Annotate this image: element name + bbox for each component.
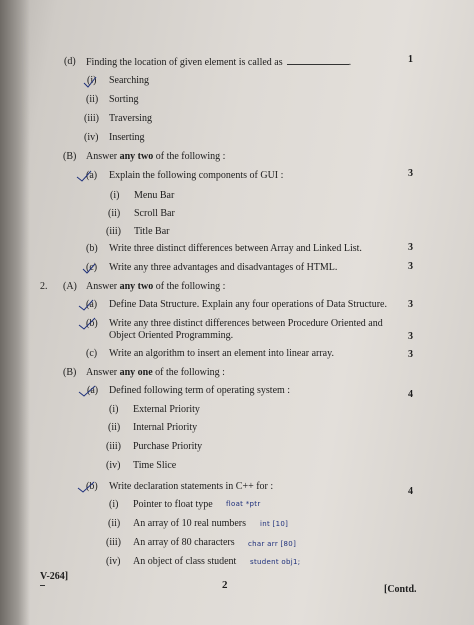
q2A-instruction <box>86 281 225 293</box>
q1d-label: (d) <box>64 56 76 67</box>
q2B-b-label: (b) <box>86 481 98 492</box>
check-mark-icon <box>76 169 92 183</box>
q2B-b-item-text: An array of 10 real numbers <box>133 518 247 529</box>
q2A-b-text-line2: Object Oriented Programming. <box>109 330 234 341</box>
q1B-b-label: (b) <box>86 243 98 254</box>
page-binding-shadow <box>0 0 30 625</box>
q1d-option-text: Searching <box>109 75 149 86</box>
q2B-b-item-num: (iii) <box>106 537 121 548</box>
instruction-bold: any two <box>119 281 154 292</box>
q1d-blank-end: . <box>348 57 352 68</box>
handwritten-answer: char arr [80] <box>248 540 297 548</box>
q2B-a-text: Defined following term of operating system : <box>109 385 291 396</box>
q2A-label: (A) <box>63 281 77 292</box>
q2A-c-marks: 3 <box>408 349 413 360</box>
q1B-c-label: (c) <box>86 262 98 273</box>
instruction-bold: any two <box>119 151 154 162</box>
footer-divider <box>40 585 45 586</box>
q2A-a-marks: 3 <box>408 299 413 310</box>
check-mark-icon <box>78 298 94 312</box>
handwritten-answer: student obj1; <box>250 558 301 566</box>
page-number: 2 <box>222 579 228 591</box>
check-mark-icon <box>78 384 99 398</box>
q2A-b-label: (b) <box>86 318 98 329</box>
check-mark-icon <box>77 480 95 494</box>
instruction-pre: Answer <box>86 281 120 292</box>
q1B-b-text: Write three distinct differences between Array and Linked List. <box>109 243 362 254</box>
q1d-option-num: (iii) <box>84 113 99 124</box>
q2B-b-item-num: (ii) <box>108 518 121 529</box>
q2B-a-item-text: Purchase Priority <box>133 441 203 452</box>
q1B-a-item-text: Menu Bar <box>134 190 175 201</box>
q1B-b-marks: 3 <box>408 242 413 253</box>
answer-blank <box>287 56 349 65</box>
instruction-post: of the following : <box>152 367 225 378</box>
q2B-a-item-num: (ii) <box>108 422 121 433</box>
handwritten-answer: float *ptr <box>226 500 261 508</box>
q2B-a-marks: 4 <box>408 389 413 400</box>
check-mark-icon <box>82 262 96 276</box>
handwritten-answer: int [10] <box>260 520 289 528</box>
q2A-a-text: Define Data Structure. Explain any four operations of Data Structure. <box>109 299 387 310</box>
q1d-option-num: (iv) <box>84 132 99 143</box>
q1B-a-label: (a) <box>86 170 98 181</box>
q1d-option-text: Traversing <box>109 113 152 124</box>
q2A-b-text-line1: Write any three distinct differences between Procedure Oriented and <box>109 318 383 329</box>
q2B-b-item-num: (iv) <box>106 556 121 567</box>
instruction-pre: Answer <box>86 367 120 378</box>
q1B-label: (B) <box>63 151 77 162</box>
q2B-b-item-text: An object of class student <box>133 556 237 567</box>
q1B-a-text: Explain the following components of GUI : <box>109 170 284 181</box>
q2B-b-text: Write declaration statements in C++ for : <box>109 481 274 492</box>
instruction-post: of the following : <box>153 151 226 162</box>
q1B-a-item-num: (ii) <box>108 208 121 219</box>
q1B-a-item-text: Scroll Bar <box>134 208 175 219</box>
q1d-option-text: Inserting <box>109 132 145 143</box>
q2B-instruction <box>86 367 225 379</box>
instruction-pre: Answer <box>86 151 120 162</box>
q2-number: 2. <box>40 281 48 292</box>
q1B-instruction <box>86 151 225 163</box>
check-mark-icon <box>78 316 96 332</box>
q2B-a-item-text: External Priority <box>133 404 200 415</box>
paper-code: V-264] <box>40 571 69 582</box>
q2B-a-item-num: (i) <box>109 404 119 415</box>
q1B-a-item-text: Title Bar <box>134 226 170 237</box>
q1d-option-num: (i) <box>87 75 97 86</box>
q1d-option-num: (ii) <box>86 94 99 105</box>
q1B-c-marks: 3 <box>408 261 413 272</box>
check-mark-icon <box>83 76 97 92</box>
q1B-a-marks: 3 <box>408 168 413 179</box>
q2A-a-label: (a) <box>86 299 98 310</box>
q1d-question <box>86 56 351 69</box>
q2B-a-item-num: (iii) <box>106 441 121 452</box>
q2B-a-label: (a) <box>87 385 99 396</box>
q1B-c-text: Write any three advantages and disadvantages of HTML. <box>109 262 338 273</box>
instruction-bold: any one <box>119 367 153 378</box>
q2B-b-item-num: (i) <box>109 499 119 510</box>
q2B-label: (B) <box>63 367 77 378</box>
q2B-b-item-text: An array of 80 characters <box>133 537 235 548</box>
q2A-c-text: Write an algorithm to insert an element into linear array. <box>109 348 334 359</box>
q2B-a-item-num: (iv) <box>106 460 121 471</box>
q2B-a-item-text: Internal Priority <box>133 422 198 433</box>
q1B-a-item-num: (iii) <box>106 226 121 237</box>
q2B-a-item-text: Time Slice <box>133 460 177 471</box>
q2B-b-item-text: Pointer to float type <box>133 499 213 510</box>
continued-note: [Contd. <box>384 584 417 595</box>
q1d-marks: 1 <box>408 54 413 65</box>
q2A-b-marks: 3 <box>408 331 413 342</box>
q1d-option-text: Sorting <box>109 94 139 105</box>
q1B-a-item-num: (i) <box>110 190 120 201</box>
q2B-b-marks: 4 <box>408 486 413 497</box>
q2A-c-label: (c) <box>86 348 98 359</box>
q1d-text: Finding the location of given element is called as <box>86 57 283 68</box>
instruction-post: of the following : <box>153 281 226 292</box>
